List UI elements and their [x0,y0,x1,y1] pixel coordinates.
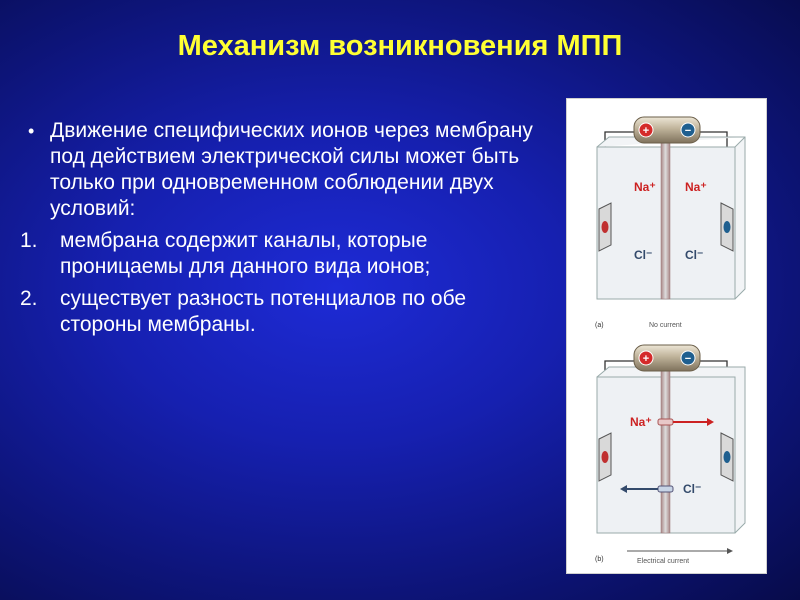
condition-item-1 [20,228,550,280]
ion-na-left-a: Na⁺ [634,180,656,194]
panel-a [595,117,745,329]
battery-minus-label: − [684,353,692,365]
electrode-plus-icon [602,221,609,233]
intro-bullet [20,118,550,222]
slide-title: Механизм возникновения МПП [177,30,623,62]
electrode-minus-icon [724,221,731,233]
intro-text: Движение специфических ионов через мембрану под действием электрической силы может быть только при одновременном соблюдении двух условий: [50,119,533,220]
panel-a-caption: No current [649,322,682,329]
condition-item-2 [20,286,550,338]
battery-plus-label: + [642,353,650,365]
panel-b-label: (b) [595,556,604,563]
na-channel-icon [658,419,673,425]
condition-marker: 2. [20,287,38,310]
membrane-figure [566,98,767,574]
ion-cl-left-a: Cl⁻ [634,248,653,262]
cl-channel-icon [658,486,673,492]
ion-na-b: Na⁺ [630,415,652,429]
panel-b-caption: Electrical current [637,558,690,565]
battery-plus-label: + [642,125,650,137]
ion-cl-b: Cl⁻ [683,482,702,496]
membrane-diagram [567,99,766,573]
panel-a-label: (a) [595,322,604,329]
ion-cl-right-a: Cl⁻ [685,248,704,262]
slide-body [20,118,550,338]
bullet-marker: • [28,121,35,141]
ion-na-right-a: Na⁺ [685,180,707,194]
membrane-a [661,141,670,299]
electrode-minus-icon [724,451,731,463]
battery-minus-label: − [684,125,692,137]
condition-text: мембрана содержит каналы, которые проницаемы для данного вида ионов; [60,229,431,278]
condition-marker: 1. [20,229,38,252]
condition-text: существует разность потенциалов по обе стороны мембраны. [60,287,467,336]
current-arrowhead-icon [727,548,733,554]
electrode-plus-icon [602,451,609,463]
panel-b [595,345,745,565]
membrane-b [661,371,670,533]
